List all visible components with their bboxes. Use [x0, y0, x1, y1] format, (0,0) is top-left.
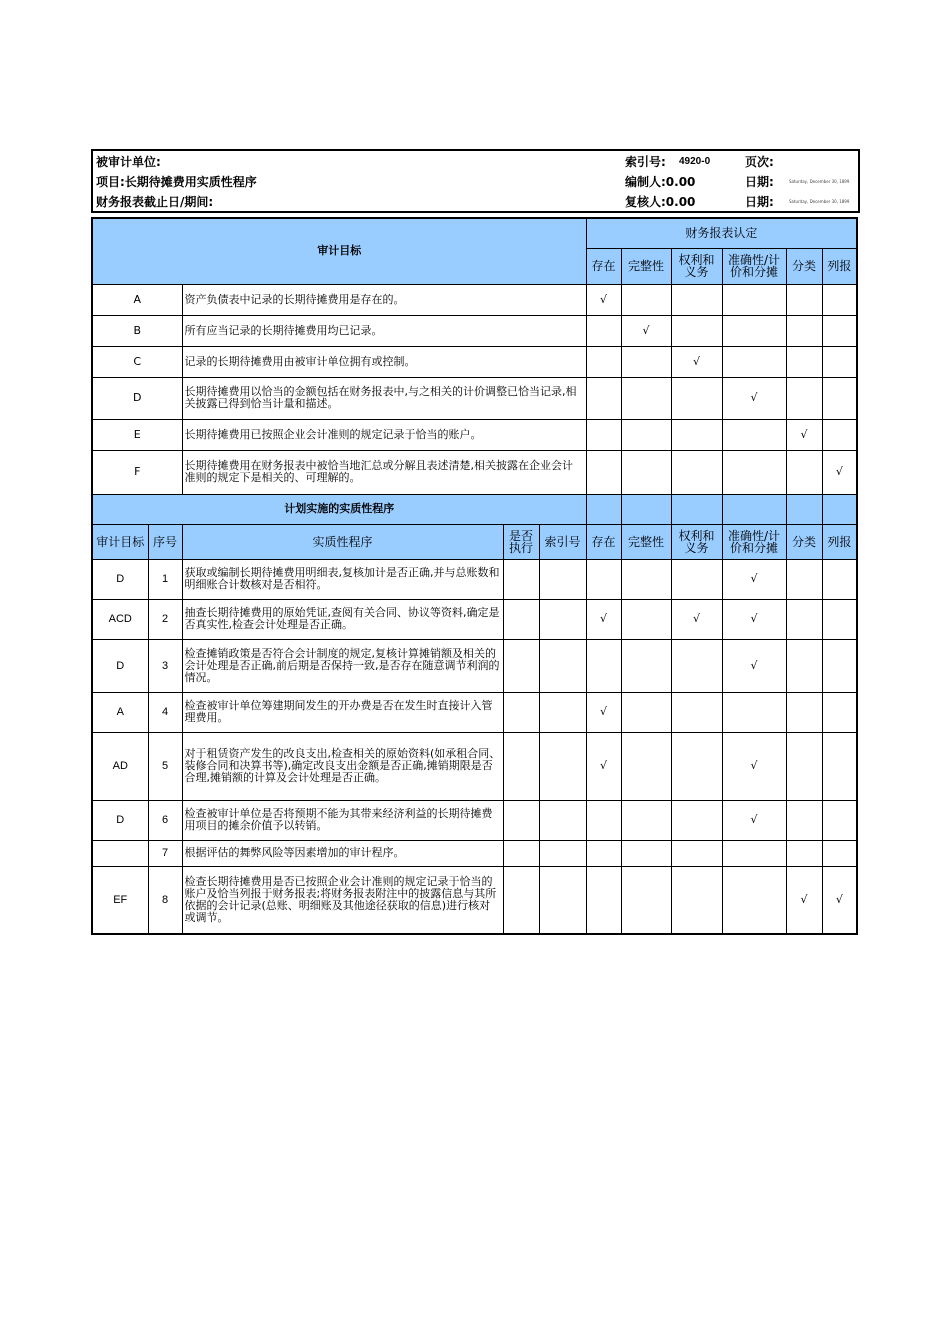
procedure-index[interactable]: [539, 800, 586, 840]
check-classification: [786, 559, 822, 599]
procedure-row: [92, 840, 857, 866]
objective-text: 长期待摊费用以恰当的金额包括在财务报表中,与之相关的计价调整已恰当记录,相关披露已得到恰当计量和描述。: [182, 377, 586, 419]
check-valuation: √: [722, 732, 786, 800]
objective-code: A: [92, 284, 182, 315]
reviewer-label: 复核人:0.00: [625, 194, 696, 209]
check-complete: [621, 419, 671, 450]
check-presentation: [822, 346, 857, 377]
check-complete: [621, 559, 671, 599]
objective-code: B: [92, 315, 182, 346]
check-classification: [786, 315, 822, 346]
check-valuation: √: [722, 800, 786, 840]
proc-header-objective: 审计目标: [92, 524, 148, 559]
check-presentation: [822, 639, 857, 692]
check-presentation: [822, 599, 857, 639]
check-exist: [586, 346, 621, 377]
procedure-text: 检查被审计单位是否将预期不能为其带来经济利益的长期待摊费用项目的摊余价值予以转销。: [182, 800, 503, 840]
check-complete: [621, 377, 671, 419]
procedure-row: [92, 800, 857, 840]
objective-code: F: [92, 450, 182, 494]
procedure-executed[interactable]: [503, 732, 539, 800]
check-presentation: [822, 419, 857, 450]
check-rights: √: [671, 599, 722, 639]
header-block: [91, 149, 860, 213]
proc-header-index: 索引号: [539, 524, 586, 559]
objective-text: 记录的长期待摊费用由被审计单位拥有或控制。: [182, 346, 586, 377]
assertions-title: 财务报表认定: [586, 218, 857, 248]
check-classification: [786, 692, 822, 732]
objective-row: [92, 315, 857, 346]
index-value: 4920-0: [679, 155, 711, 167]
assertion-header-valuation: 准确性/计价和分摊: [722, 248, 786, 284]
check-presentation: [822, 559, 857, 599]
check-presentation: [822, 732, 857, 800]
procedure-row: [92, 692, 857, 732]
procedure-executed[interactable]: [503, 840, 539, 866]
procedure-executed[interactable]: [503, 800, 539, 840]
check-valuation: [722, 346, 786, 377]
check-exist: √: [586, 599, 621, 639]
check-valuation: [722, 840, 786, 866]
procedure-executed[interactable]: [503, 599, 539, 639]
procedures-title-blank: [621, 494, 671, 524]
check-classification: [786, 450, 822, 494]
proc-header-procedure: 实质性程序: [182, 524, 503, 559]
procedure-executed[interactable]: [503, 866, 539, 934]
procedure-objective: EF: [92, 866, 148, 934]
proc-header-seq: 序号: [148, 524, 182, 559]
procedure-index[interactable]: [539, 639, 586, 692]
check-rights: [671, 419, 722, 450]
page-label: 页次:: [745, 154, 774, 169]
check-classification: [786, 346, 822, 377]
check-complete: [621, 800, 671, 840]
procedure-index[interactable]: [539, 559, 586, 599]
check-exist: [586, 559, 621, 599]
check-valuation: [722, 692, 786, 732]
check-rights: [671, 840, 722, 866]
check-complete: [621, 840, 671, 866]
check-presentation: √: [822, 866, 857, 934]
check-classification: [786, 599, 822, 639]
procedure-text: 检查长期待摊费用是否已按照企业会计准则的规定记录于恰当的账户及恰当列报于财务报表;将财务报表附注中的披露信息与其所依据的会计记录(总账、明细账及其他途径获取的信息)进行核对或调节。: [182, 866, 503, 934]
procedure-row: [92, 599, 857, 639]
check-valuation: [722, 284, 786, 315]
objectives-title: 审计目标: [92, 218, 586, 284]
procedures-title-blank: [586, 494, 621, 524]
check-exist: [586, 450, 621, 494]
check-presentation: [822, 315, 857, 346]
proc-assertion-header-exist: 存在: [586, 524, 621, 559]
check-rights: [671, 315, 722, 346]
check-exist: √: [586, 284, 621, 315]
procedures-title-blank: [671, 494, 722, 524]
check-classification: [786, 800, 822, 840]
objective-row: [92, 377, 857, 419]
procedure-text: 获取或编制长期待摊费用明细表,复核加计是否正确,并与总账数和明细账合计数核对是否相符。: [182, 559, 503, 599]
check-presentation: [822, 377, 857, 419]
check-valuation: [722, 315, 786, 346]
procedure-executed[interactable]: [503, 639, 539, 692]
check-valuation: [722, 450, 786, 494]
procedures-title-blank: [786, 494, 822, 524]
check-rights: √: [671, 346, 722, 377]
objective-text: 长期待摊费用在财务报表中被恰当地汇总或分解且表述清楚,相关披露在企业会计准则的规定下是相关的、可理解的。: [182, 450, 586, 494]
procedure-seq: 5: [148, 732, 182, 800]
objective-code: C: [92, 346, 182, 377]
check-complete: [621, 450, 671, 494]
procedure-row: [92, 866, 857, 934]
procedure-row: [92, 559, 857, 599]
objective-row: [92, 450, 857, 494]
check-classification: [786, 840, 822, 866]
procedures-title-blank: [822, 494, 857, 524]
procedure-text: 抽查长期待摊费用的原始凭证,查阅有关合同、协议等资料,确定是否真实性,检查会计处理是否正确。: [182, 599, 503, 639]
proc-assertion-header-valuation: 准确性/计价和分摊: [722, 524, 786, 559]
assertion-header-rights: 权利和义务: [671, 248, 722, 284]
procedure-text: 检查被审计单位筹建期间发生的开办费是否在发生时直接计入管理费用。: [182, 692, 503, 732]
check-rights: [671, 639, 722, 692]
proc-assertion-header-rights: 权利和义务: [671, 524, 722, 559]
procedure-index[interactable]: [539, 866, 586, 934]
date2-value: Saturday, December 30, 1899: [789, 198, 850, 204]
procedure-text: 检查摊销政策是否符合会计制度的规定,复核计算摊销额及相关的会计处理是否正确,前后期是否保持一致,是否存在随意调节利润的情况。: [182, 639, 503, 692]
procedures-title: 计划实施的实质性程序: [92, 494, 586, 524]
procedure-objective: [92, 840, 148, 866]
check-rights: [671, 732, 722, 800]
procedure-seq: 1: [148, 559, 182, 599]
check-valuation: √: [722, 377, 786, 419]
check-presentation: √: [822, 450, 857, 494]
check-rights: [671, 559, 722, 599]
check-rights: [671, 450, 722, 494]
procedure-seq: 4: [148, 692, 182, 732]
check-classification: √: [786, 419, 822, 450]
procedure-row: [92, 639, 857, 692]
procedure-objective: A: [92, 692, 148, 732]
page-value: [786, 150, 859, 171]
check-exist: [586, 800, 621, 840]
procedure-index[interactable]: [539, 840, 586, 866]
procedure-seq: 2: [148, 599, 182, 639]
assertion-header-presentation: 列报: [822, 248, 857, 284]
date2-label: 日期:: [745, 194, 774, 209]
procedure-executed[interactable]: [503, 559, 539, 599]
check-complete: [621, 284, 671, 315]
check-exist: √: [586, 692, 621, 732]
check-exist: [586, 315, 621, 346]
proc-assertion-header-complete: 完整性: [621, 524, 671, 559]
procedure-text: 对于租赁资产发生的改良支出,检查相关的原始资料(如承租合同、装修合同和决算书等),确定改良支出金额是否正确,摊销期限是否合理,摊销额的计算及会计处理是否正确。: [182, 732, 503, 800]
check-valuation: √: [722, 639, 786, 692]
date1-value: Saturday, December 30, 1899: [789, 178, 850, 184]
check-exist: [586, 840, 621, 866]
check-rights: [671, 377, 722, 419]
check-valuation: √: [722, 599, 786, 639]
objective-row: [92, 346, 857, 377]
objective-text: 资产负债表中记录的长期待摊费用是存在的。: [182, 284, 586, 315]
procedure-objective: ACD: [92, 599, 148, 639]
check-complete: [621, 866, 671, 934]
check-exist: [586, 866, 621, 934]
check-classification: [786, 732, 822, 800]
procedures-title-blank: [722, 494, 786, 524]
procedure-seq: 8: [148, 866, 182, 934]
check-exist: [586, 419, 621, 450]
check-valuation: √: [722, 559, 786, 599]
procedure-objective: D: [92, 559, 148, 599]
project-label: 项目:长期待摊费用实质性程序: [96, 174, 257, 189]
objective-code: E: [92, 419, 182, 450]
check-complete: √: [621, 315, 671, 346]
procedure-objective: AD: [92, 732, 148, 800]
proc-header-executed: 是否执行: [503, 524, 539, 559]
check-exist: [586, 377, 621, 419]
check-exist: √: [586, 732, 621, 800]
assertion-header-classification: 分类: [786, 248, 822, 284]
objective-row: [92, 284, 857, 315]
check-complete: [621, 732, 671, 800]
check-rights: [671, 800, 722, 840]
procedure-index[interactable]: [539, 732, 586, 800]
objective-text: 所有应当记录的长期待摊费用均已记录。: [182, 315, 586, 346]
check-valuation: [722, 866, 786, 934]
check-presentation: [822, 284, 857, 315]
check-rights: [671, 866, 722, 934]
procedure-text: 根据评估的舞弊风险等因素增加的审计程序。: [182, 840, 503, 866]
procedure-seq: 3: [148, 639, 182, 692]
check-presentation: [822, 840, 857, 866]
check-presentation: [822, 800, 857, 840]
objective-text: 长期待摊费用已按照企业会计准则的规定记录于恰当的账户。: [182, 419, 586, 450]
procedure-index[interactable]: [539, 599, 586, 639]
procedure-seq: 6: [148, 800, 182, 840]
procedure-row: [92, 732, 857, 800]
check-complete: [621, 599, 671, 639]
check-classification: √: [786, 866, 822, 934]
objective-code: D: [92, 377, 182, 419]
audit-program-table: [91, 217, 858, 935]
procedure-index[interactable]: [539, 692, 586, 732]
proc-assertion-header-presentation: 列报: [822, 524, 857, 559]
check-complete: [621, 346, 671, 377]
objective-row: [92, 419, 857, 450]
client-label: 被审计单位:: [96, 154, 161, 169]
assertion-header-exist: 存在: [586, 248, 621, 284]
procedure-objective: D: [92, 800, 148, 840]
procedure-executed[interactable]: [503, 692, 539, 732]
check-valuation: [722, 419, 786, 450]
check-rights: [671, 284, 722, 315]
procedure-seq: 7: [148, 840, 182, 866]
check-rights: [671, 692, 722, 732]
assertion-header-complete: 完整性: [621, 248, 671, 284]
date1-label: 日期:: [745, 174, 774, 189]
check-classification: [786, 284, 822, 315]
period-label: 财务报表截止日/期间:: [96, 194, 214, 209]
check-exist: [586, 639, 621, 692]
check-complete: [621, 639, 671, 692]
preparer-label: 编制人:0.00: [625, 174, 696, 189]
check-complete: [621, 692, 671, 732]
check-classification: [786, 377, 822, 419]
procedure-objective: D: [92, 639, 148, 692]
index-label: 索引号:: [625, 154, 666, 169]
proc-assertion-header-classification: 分类: [786, 524, 822, 559]
check-presentation: [822, 692, 857, 732]
check-classification: [786, 639, 822, 692]
